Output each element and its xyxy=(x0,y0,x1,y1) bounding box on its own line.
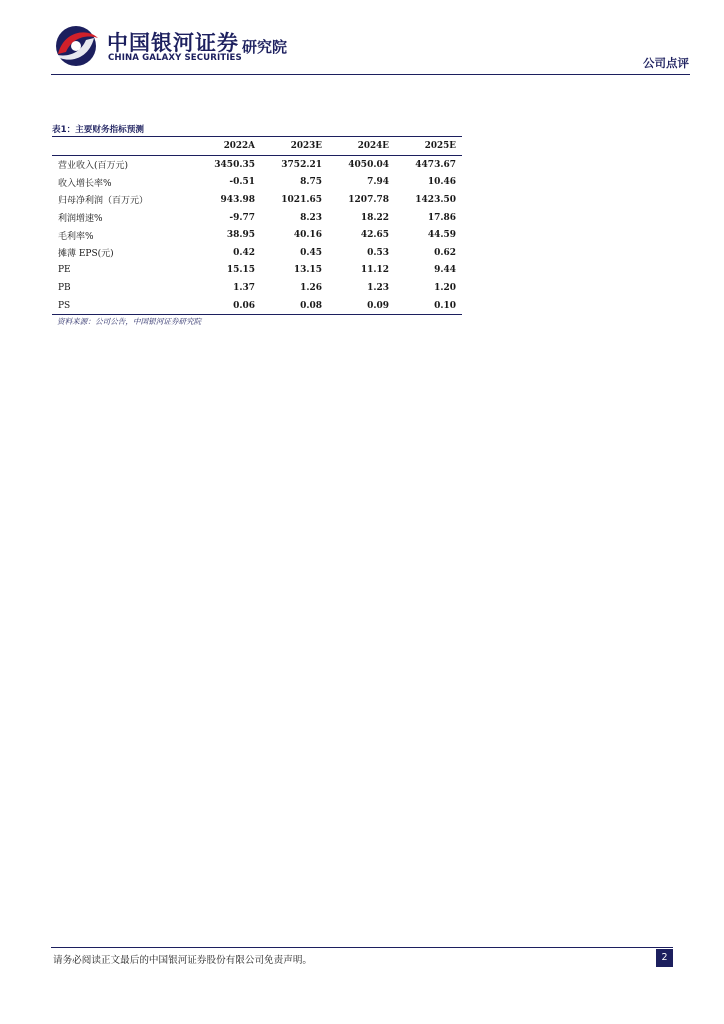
column-header: 2025E xyxy=(395,137,462,156)
table-cell: 8.23 xyxy=(300,212,322,223)
table-cell: 0.62 xyxy=(434,247,456,258)
table-cell: 943.98 xyxy=(220,194,255,205)
institute-name: 研究院 xyxy=(242,38,288,56)
table-cell: 1.20 xyxy=(434,282,456,293)
table-cell: 0.10 xyxy=(395,297,462,315)
table-cell: 9.44 xyxy=(434,265,456,276)
table-cell: 8.75 xyxy=(300,177,322,188)
footer-divider xyxy=(51,947,673,948)
table-cell: 17.86 xyxy=(427,212,456,223)
table-cell: 1207.78 xyxy=(348,194,389,205)
table-cell: 0.53 xyxy=(367,247,389,258)
page-number: 2 xyxy=(656,949,673,967)
row-label: PS xyxy=(52,297,194,315)
column-header: 2022A xyxy=(194,137,261,156)
column-header: 2024E xyxy=(328,137,395,156)
table-cell: 13.15 xyxy=(293,265,322,276)
column-header xyxy=(52,137,194,156)
table-cell: 18.22 xyxy=(360,212,389,223)
table-row xyxy=(52,191,462,209)
table-row xyxy=(52,174,462,192)
row-label: 摊薄 EPS(元) xyxy=(58,249,114,260)
row-label: 毛利率% xyxy=(58,231,94,242)
financial-forecast-table xyxy=(52,136,462,315)
table-cell: 0.06 xyxy=(194,297,261,315)
table-source-note: 资料来源：公司公告，中国银河证券研究院 xyxy=(57,317,202,326)
row-label: 归母净利润（百万元） xyxy=(58,196,149,207)
table-cell: 0.08 xyxy=(261,297,328,315)
table-cell: 40.16 xyxy=(293,230,322,241)
row-label: 利润增速% xyxy=(58,214,103,225)
table-cell: 1.26 xyxy=(300,282,322,293)
table-cell: 7.94 xyxy=(367,177,389,188)
table-cell: 1423.50 xyxy=(415,194,456,205)
table-cell: 3752.21 xyxy=(281,159,322,170)
table-cell: 4050.04 xyxy=(348,159,389,170)
table-cell: 0.45 xyxy=(300,247,322,258)
table-row xyxy=(52,297,462,315)
table-cell: -0.51 xyxy=(229,177,255,188)
table-header-row xyxy=(52,137,462,156)
table-row xyxy=(52,279,462,297)
report-type: 公司点评 xyxy=(643,56,689,70)
table-cell: 44.59 xyxy=(427,230,456,241)
table-row xyxy=(52,262,462,280)
row-label: 收入增长率% xyxy=(58,178,112,189)
table-cell: 3450.35 xyxy=(214,159,255,170)
disclaimer-text: 请务必阅读正文最后的中国银河证券股份有限公司免责声明。 xyxy=(53,955,313,966)
logo-english-name: CHINA GALAXY SECURITIES xyxy=(108,53,242,63)
column-header: 2023E xyxy=(261,137,328,156)
table-row xyxy=(52,244,462,262)
table-title: 表1：主要财务指标预测 xyxy=(52,125,144,135)
table-cell: 42.65 xyxy=(360,230,389,241)
table-cell: 15.15 xyxy=(226,265,255,276)
table-row xyxy=(52,156,462,174)
table-cell: 1.23 xyxy=(367,282,389,293)
table-row xyxy=(52,209,462,227)
row-label: 营业收入(百万元) xyxy=(58,161,129,172)
page-header xyxy=(0,0,724,78)
table-cell: 1021.65 xyxy=(281,194,322,205)
table-cell: 11.12 xyxy=(360,265,389,276)
table-cell: 1.37 xyxy=(233,282,255,293)
table-cell: 38.95 xyxy=(226,230,255,241)
table-cell: -9.77 xyxy=(229,212,255,223)
table-row xyxy=(52,226,462,244)
row-label: PB xyxy=(58,282,71,293)
header-divider xyxy=(51,74,690,75)
table-cell: 4473.67 xyxy=(415,159,456,170)
table-cell: 10.46 xyxy=(427,177,456,188)
logo-chinese-name: 中国银河证券 xyxy=(107,31,239,55)
row-label: PE xyxy=(58,265,71,276)
galaxy-logo-icon xyxy=(50,24,102,68)
table-cell: 0.42 xyxy=(233,247,255,258)
table-cell: 0.09 xyxy=(328,297,395,315)
